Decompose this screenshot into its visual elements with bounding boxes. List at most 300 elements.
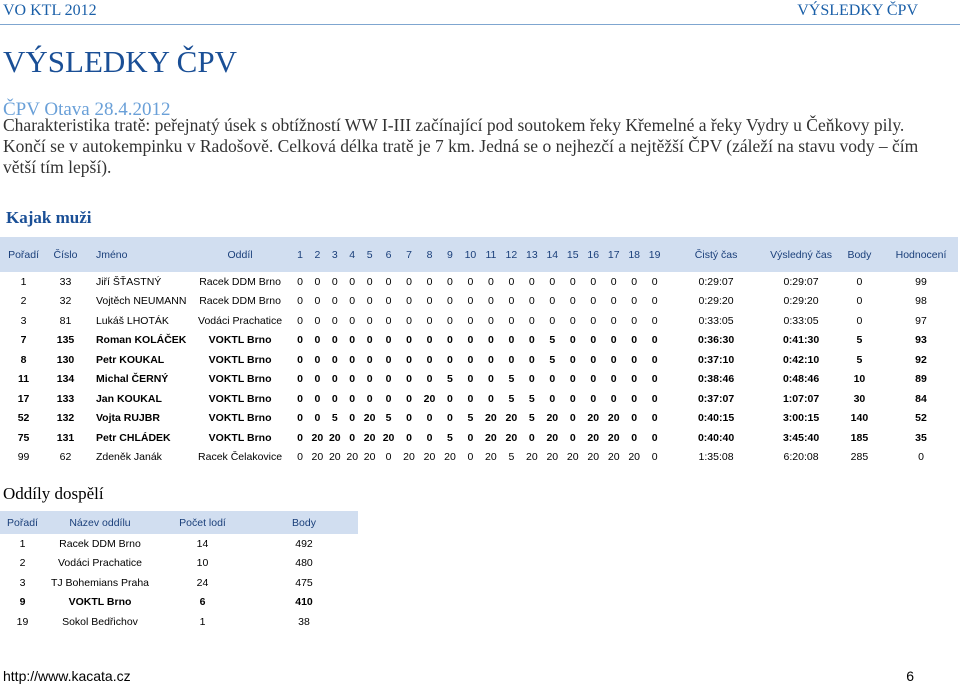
table-cell: 0 [487,275,494,288]
table-cell: 0 [406,392,412,405]
table-cell: 5 [447,373,453,386]
table-cell: 3:00:15 [782,412,820,425]
results-header-row [0,237,958,272]
table-cell: Vojtěch NEUMANN [95,295,187,308]
table-cell: 20 [505,412,518,425]
table-cell: 0 [426,431,433,444]
table-cell: 0 [856,314,863,327]
table-cell: 0:48:46 [782,373,820,386]
header-divider [0,24,960,25]
table-cell: 0 [447,392,453,405]
table-cell: 0:36:30 [697,334,735,347]
column-header: Čistý čas [665,237,767,272]
table-cell: 0 [549,314,556,327]
table-cell: VOKTL Brno [208,334,272,347]
table-cell: 0 [426,373,433,386]
table-cell: 0 [631,412,638,425]
table-cell: 20 [607,431,620,444]
table-cell: 0 [569,412,576,425]
table-cell: 20 [485,412,497,425]
table-cell: 10 [196,557,209,570]
table-cell: 5 [508,373,515,386]
table-cell: 20 [525,451,538,464]
table-cell: 0 [508,275,515,288]
table-row [0,534,358,554]
table-cell: 20 [587,412,600,425]
table-cell: 20 [607,451,620,464]
table-cell: 0 [447,412,453,425]
footer-url: http://www.kacata.cz [3,668,131,684]
table-cell: 131 [56,431,75,444]
table-cell: 0 [426,353,433,366]
table-cell: 0 [366,353,373,366]
table-cell: 0:40:15 [697,412,735,425]
table-cell: 0:29:07 [783,275,819,288]
table-cell: 0 [569,275,576,288]
column-header: Počet lodí [155,511,250,534]
table-cell: VOKTL Brno [208,353,272,366]
column-header: 18 [624,237,644,272]
table-cell: 0 [314,314,321,327]
table-cell: 0 [918,451,924,464]
table-cell: 5 [856,334,863,347]
table-cell: 0 [508,295,515,308]
table-cell: Vojta RUJBR [95,412,160,425]
table-cell: 134 [56,373,75,386]
table-cell: 0 [426,412,433,425]
table-cell: 20 [328,431,341,444]
table-cell: 0 [349,295,356,308]
table-cell: VOKTL Brno [208,373,272,386]
table-cell: 20 [382,431,395,444]
table-cell: 2 [20,295,27,308]
table-cell: 0 [331,275,338,288]
table-cell: 98 [915,295,927,308]
table-cell: 0 [297,334,303,347]
table-cell: VOKTL Brno [68,596,132,609]
table-cell: 0 [406,334,412,347]
table-cell: 0:29:20 [698,295,734,308]
table-cell: 20 [587,451,600,464]
table-cell: 0 [314,373,321,386]
table-cell: 6:20:08 [783,451,819,464]
table-cell: 75 [17,431,30,444]
page-number: 6 [906,668,914,684]
table-cell: 0 [331,334,338,347]
table-cell: 20 [505,431,518,444]
table-cell: 30 [853,392,866,405]
table-cell: 0 [487,392,494,405]
table-cell: 0 [610,353,617,366]
column-header: Výsledný čas [767,237,835,272]
table-cell: 5 [331,412,338,425]
table-cell: 0 [856,295,863,308]
table-cell: 0 [406,314,412,327]
table-cell: 5 [528,412,535,425]
table-cell: 0 [610,373,617,386]
table-cell: 20 [403,451,415,464]
table-cell: 20 [566,451,579,464]
table-cell: 0 [314,295,321,308]
table-cell: 0 [631,373,638,386]
table-cell: 84 [915,392,927,405]
table-cell: 0 [590,314,597,327]
column-header: Jméno [84,237,189,272]
table-cell: 20 [546,412,559,425]
table-row [0,370,958,390]
table-cell: 0 [467,275,474,288]
table-row [0,350,958,370]
table-cell: 1 [19,537,26,550]
table-cell: 97 [915,314,927,327]
table-cell: 0 [487,353,494,366]
table-cell: 20 [546,451,559,464]
table-row [0,428,958,448]
table-cell: 0 [528,353,535,366]
running-header-left: VO KTL 2012 [3,2,97,19]
table-cell: 0 [406,412,412,425]
table-cell: 0 [349,392,356,405]
table-cell: Roman KOLÁČEK [95,334,187,347]
race-subtitle: ČPV Otava 28.4.2012 [3,99,171,120]
table-cell: 0 [569,295,576,308]
table-cell: 9 [19,596,26,609]
table-cell: 480 [295,557,313,570]
table-cell: 0 [366,275,373,288]
table-cell: 0 [297,373,303,386]
table-row [0,311,958,331]
table-cell: 0 [467,392,474,405]
table-row [0,612,358,632]
table-cell: 0 [508,353,515,366]
table-cell: 0 [467,373,474,386]
table-cell: 132 [56,412,75,425]
table-cell: 0 [366,334,373,347]
table-cell: 20 [485,431,497,444]
table-cell: 14 [196,537,209,550]
table-cell: 0 [385,295,392,308]
table-cell: 0 [467,353,474,366]
table-cell: 0:42:10 [782,353,820,366]
table-row [0,292,958,312]
table-cell: 0 [631,334,638,347]
column-header: 10 [460,237,480,272]
table-cell: 20 [346,451,359,464]
table-cell: 0 [651,451,658,464]
table-cell: 0:33:05 [698,314,734,327]
clubs-header-row [0,511,358,534]
table-cell: 0 [631,295,638,308]
table-cell: Lukáš LHOTÁK [95,314,169,327]
table-cell: 0 [590,373,597,386]
table-cell: VOKTL Brno [208,412,272,425]
table-cell: 93 [915,334,927,347]
table-cell: 0 [385,275,392,288]
table-cell: 0 [297,314,303,327]
table-cell: 0 [569,334,576,347]
table-cell: 0 [487,334,494,347]
table-cell: 0 [297,392,303,405]
table-cell: 0 [314,353,321,366]
table-cell: 0 [569,353,576,366]
table-cell: 0 [528,275,535,288]
table-row [0,409,958,429]
table-cell: VOKTL Brno [208,392,272,405]
table-cell: 11 [17,373,30,386]
column-header: Číslo [47,237,84,272]
table-cell: 0 [528,431,535,444]
table-cell: 0 [549,275,556,288]
column-header: 15 [563,237,583,272]
table-row [0,554,358,574]
table-cell: 0 [366,295,373,308]
table-cell: 5 [549,353,556,366]
table-cell: 0 [366,314,373,327]
table-cell: 0 [508,334,515,347]
table-cell: 5 [508,392,515,405]
table-cell: 0 [406,275,412,288]
table-cell: VOKTL Brno [208,431,272,444]
column-header: 12 [501,237,521,272]
table-cell: 3:45:40 [782,431,820,444]
table-cell: 0 [447,295,453,308]
table-cell: Vodáci Prachatice [198,314,283,327]
table-cell: 0:40:40 [697,431,735,444]
table-cell: 0 [297,431,303,444]
table-cell: 1 [20,275,27,288]
table-cell: 0 [549,373,556,386]
table-row [0,272,958,292]
table-cell: 99 [17,451,30,464]
table-cell: 1 [199,615,206,628]
table-cell: 0 [569,314,576,327]
table-cell: 0 [331,392,338,405]
table-cell: 32 [59,295,72,308]
table-cell: 0 [651,314,658,327]
table-cell: 0 [297,353,303,366]
table-cell: 0 [331,314,338,327]
table-cell: 0 [467,334,474,347]
table-cell: 0 [447,314,453,327]
table-cell: 0 [366,373,373,386]
table-cell: 20 [328,451,341,464]
table-cell: 0 [366,392,373,405]
table-cell: 0 [631,431,638,444]
section-heading-kayak-men: Kajak muži [6,208,92,227]
table-cell: 0:37:10 [697,353,735,366]
table-cell: 17 [17,392,30,405]
table-cell: 0 [631,275,638,288]
table-cell: 20 [363,431,376,444]
table-cell: 0 [549,392,556,405]
table-cell: 0 [651,275,658,288]
table-cell: 20 [607,412,620,425]
table-cell: 0 [385,334,392,347]
table-cell: 5 [549,334,556,347]
table-cell: 133 [56,392,75,405]
table-cell: 0 [331,353,338,366]
table-cell: 0 [651,392,658,405]
table-cell: 19 [16,615,29,628]
table-cell: 3 [20,314,27,327]
table-cell: 20 [311,451,324,464]
table-cell: 8 [20,353,27,366]
table-cell: 0 [590,353,597,366]
table-cell: 38 [298,615,310,628]
table-cell: 0 [297,412,303,425]
table-cell: 0 [508,314,515,327]
table-cell: 0 [610,392,617,405]
table-cell: 0 [631,353,638,366]
table-row [0,593,358,613]
column-header: 17 [603,237,623,272]
column-header: 6 [378,237,398,272]
table-cell: 140 [850,412,869,425]
table-cell: 62 [59,451,72,464]
column-header: Hodnocení [884,237,958,272]
table-cell: 0 [590,392,597,405]
table-cell: 0 [385,451,392,464]
column-header: 11 [481,237,501,272]
column-header: Body [835,237,884,272]
table-cell: 0:38:46 [697,373,735,386]
table-cell: 0 [610,314,617,327]
table-cell: 89 [915,373,927,386]
table-cell: 0:33:05 [783,314,819,327]
table-cell: 0 [631,314,638,327]
table-cell: 0 [467,314,474,327]
table-cell: 0 [426,275,433,288]
column-header: Oddíl [189,237,291,272]
table-cell: 0 [331,373,338,386]
table-cell: 492 [295,537,313,550]
table-cell: 0 [528,295,535,308]
table-cell: 0 [297,275,303,288]
table-cell: Jan KOUKAL [95,392,162,405]
table-cell: 130 [56,353,75,366]
table-cell: 5 [508,451,515,464]
table-cell: 0 [467,431,474,444]
page-title: VÝSLEDKY ČPV [3,44,237,79]
table-cell: 0:29:07 [698,275,734,288]
column-header: 7 [399,237,419,272]
table-cell: 52 [17,412,30,425]
table-cell: 1:35:08 [698,451,734,464]
table-cell: 0 [549,295,556,308]
table-cell: 0 [349,353,356,366]
table-cell: 0 [385,392,392,405]
table-cell: 0 [651,412,658,425]
table-cell: 1:07:07 [782,392,820,405]
table-cell: 20 [363,451,376,464]
table-cell: 81 [59,314,72,327]
column-header: Pořadí [0,237,47,272]
table-cell: 0 [569,392,576,405]
table-cell: Sokol Bedřichov [62,615,138,628]
table-cell: 24 [196,576,209,589]
table-cell: 0 [385,353,392,366]
table-cell: 0 [385,373,392,386]
table-cell: 0 [406,373,412,386]
table-cell: 0 [349,431,356,444]
table-cell: 3 [19,576,26,589]
table-cell: Racek DDM Brno [199,295,281,308]
table-cell: 0 [314,334,321,347]
table-cell: 5 [385,412,392,425]
table-cell: Vodáci Prachatice [57,557,143,570]
table-cell: 20 [423,392,436,405]
table-cell: 2 [19,557,26,570]
table-cell: 0 [569,431,576,444]
table-cell: 20 [311,431,324,444]
column-header: Název oddílu [45,511,155,534]
column-header: 19 [644,237,664,272]
table-cell: 0:41:30 [782,334,820,347]
table-cell: 0 [314,412,321,425]
table-cell: Petr CHLÁDEK [95,431,171,444]
table-cell: 5 [467,412,474,425]
table-cell: 0 [447,275,453,288]
table-cell: 7 [20,334,27,347]
table-cell: 0 [651,373,658,386]
table-cell: 0 [631,392,638,405]
table-cell: 0 [314,392,321,405]
track-description: Charakteristika tratě: peřejnatý úsek s obtížností WW I-III začínající pod soutokem řeky Křemelné a řeky Vydry u Čeňkovy pily. Končí se v autokempinku v Radošově. Celková délka tratě je 7 km. Jedná se o nejhezčí a nejtěžší ČPV (záleží na stavu vody – čím větší tím lepší). [3,115,919,177]
table-cell: 0 [610,295,617,308]
column-header: 4 [344,237,361,272]
table-cell: 0:29:20 [783,295,819,308]
table-cell: 475 [295,576,313,589]
table-cell: 0 [349,314,356,327]
table-cell: 0 [467,451,474,464]
table-cell: 0 [467,295,474,308]
running-header-right: VÝSLEDKY ČPV [797,2,918,19]
table-cell: 5 [528,392,535,405]
table-cell: 20 [444,451,456,464]
table-cell: 0 [651,431,658,444]
table-cell: 0 [528,334,535,347]
table-cell: 0 [349,412,356,425]
table-cell: 0 [651,334,658,347]
table-cell: 0 [610,334,617,347]
table-cell: Racek Čelakovice [198,451,283,464]
table-cell: 0 [569,373,576,386]
column-header: 1 [291,237,308,272]
table-cell: 20 [628,451,641,464]
table-cell: 0 [590,334,597,347]
table-cell: 0 [610,275,617,288]
table-cell: 0 [314,275,321,288]
table-cell: 20 [546,431,559,444]
table-row [0,448,958,468]
table-cell: 0 [487,373,494,386]
table-cell: 0 [406,295,412,308]
table-cell: 0 [528,314,535,327]
table-cell: 0 [856,275,863,288]
table-cell: Zdeněk Janák [95,451,162,464]
column-header: 14 [542,237,562,272]
table-cell: 52 [915,412,927,425]
table-cell: 0 [406,353,412,366]
table-cell: 0 [385,314,392,327]
table-cell: Michal ČERNÝ [95,373,169,386]
table-cell: 185 [850,431,869,444]
table-cell: Jiří ŠŤASTNÝ [95,275,162,288]
column-header: 2 [309,237,326,272]
table-row [0,573,358,593]
column-header: 16 [583,237,603,272]
table-cell: 0 [447,334,453,347]
